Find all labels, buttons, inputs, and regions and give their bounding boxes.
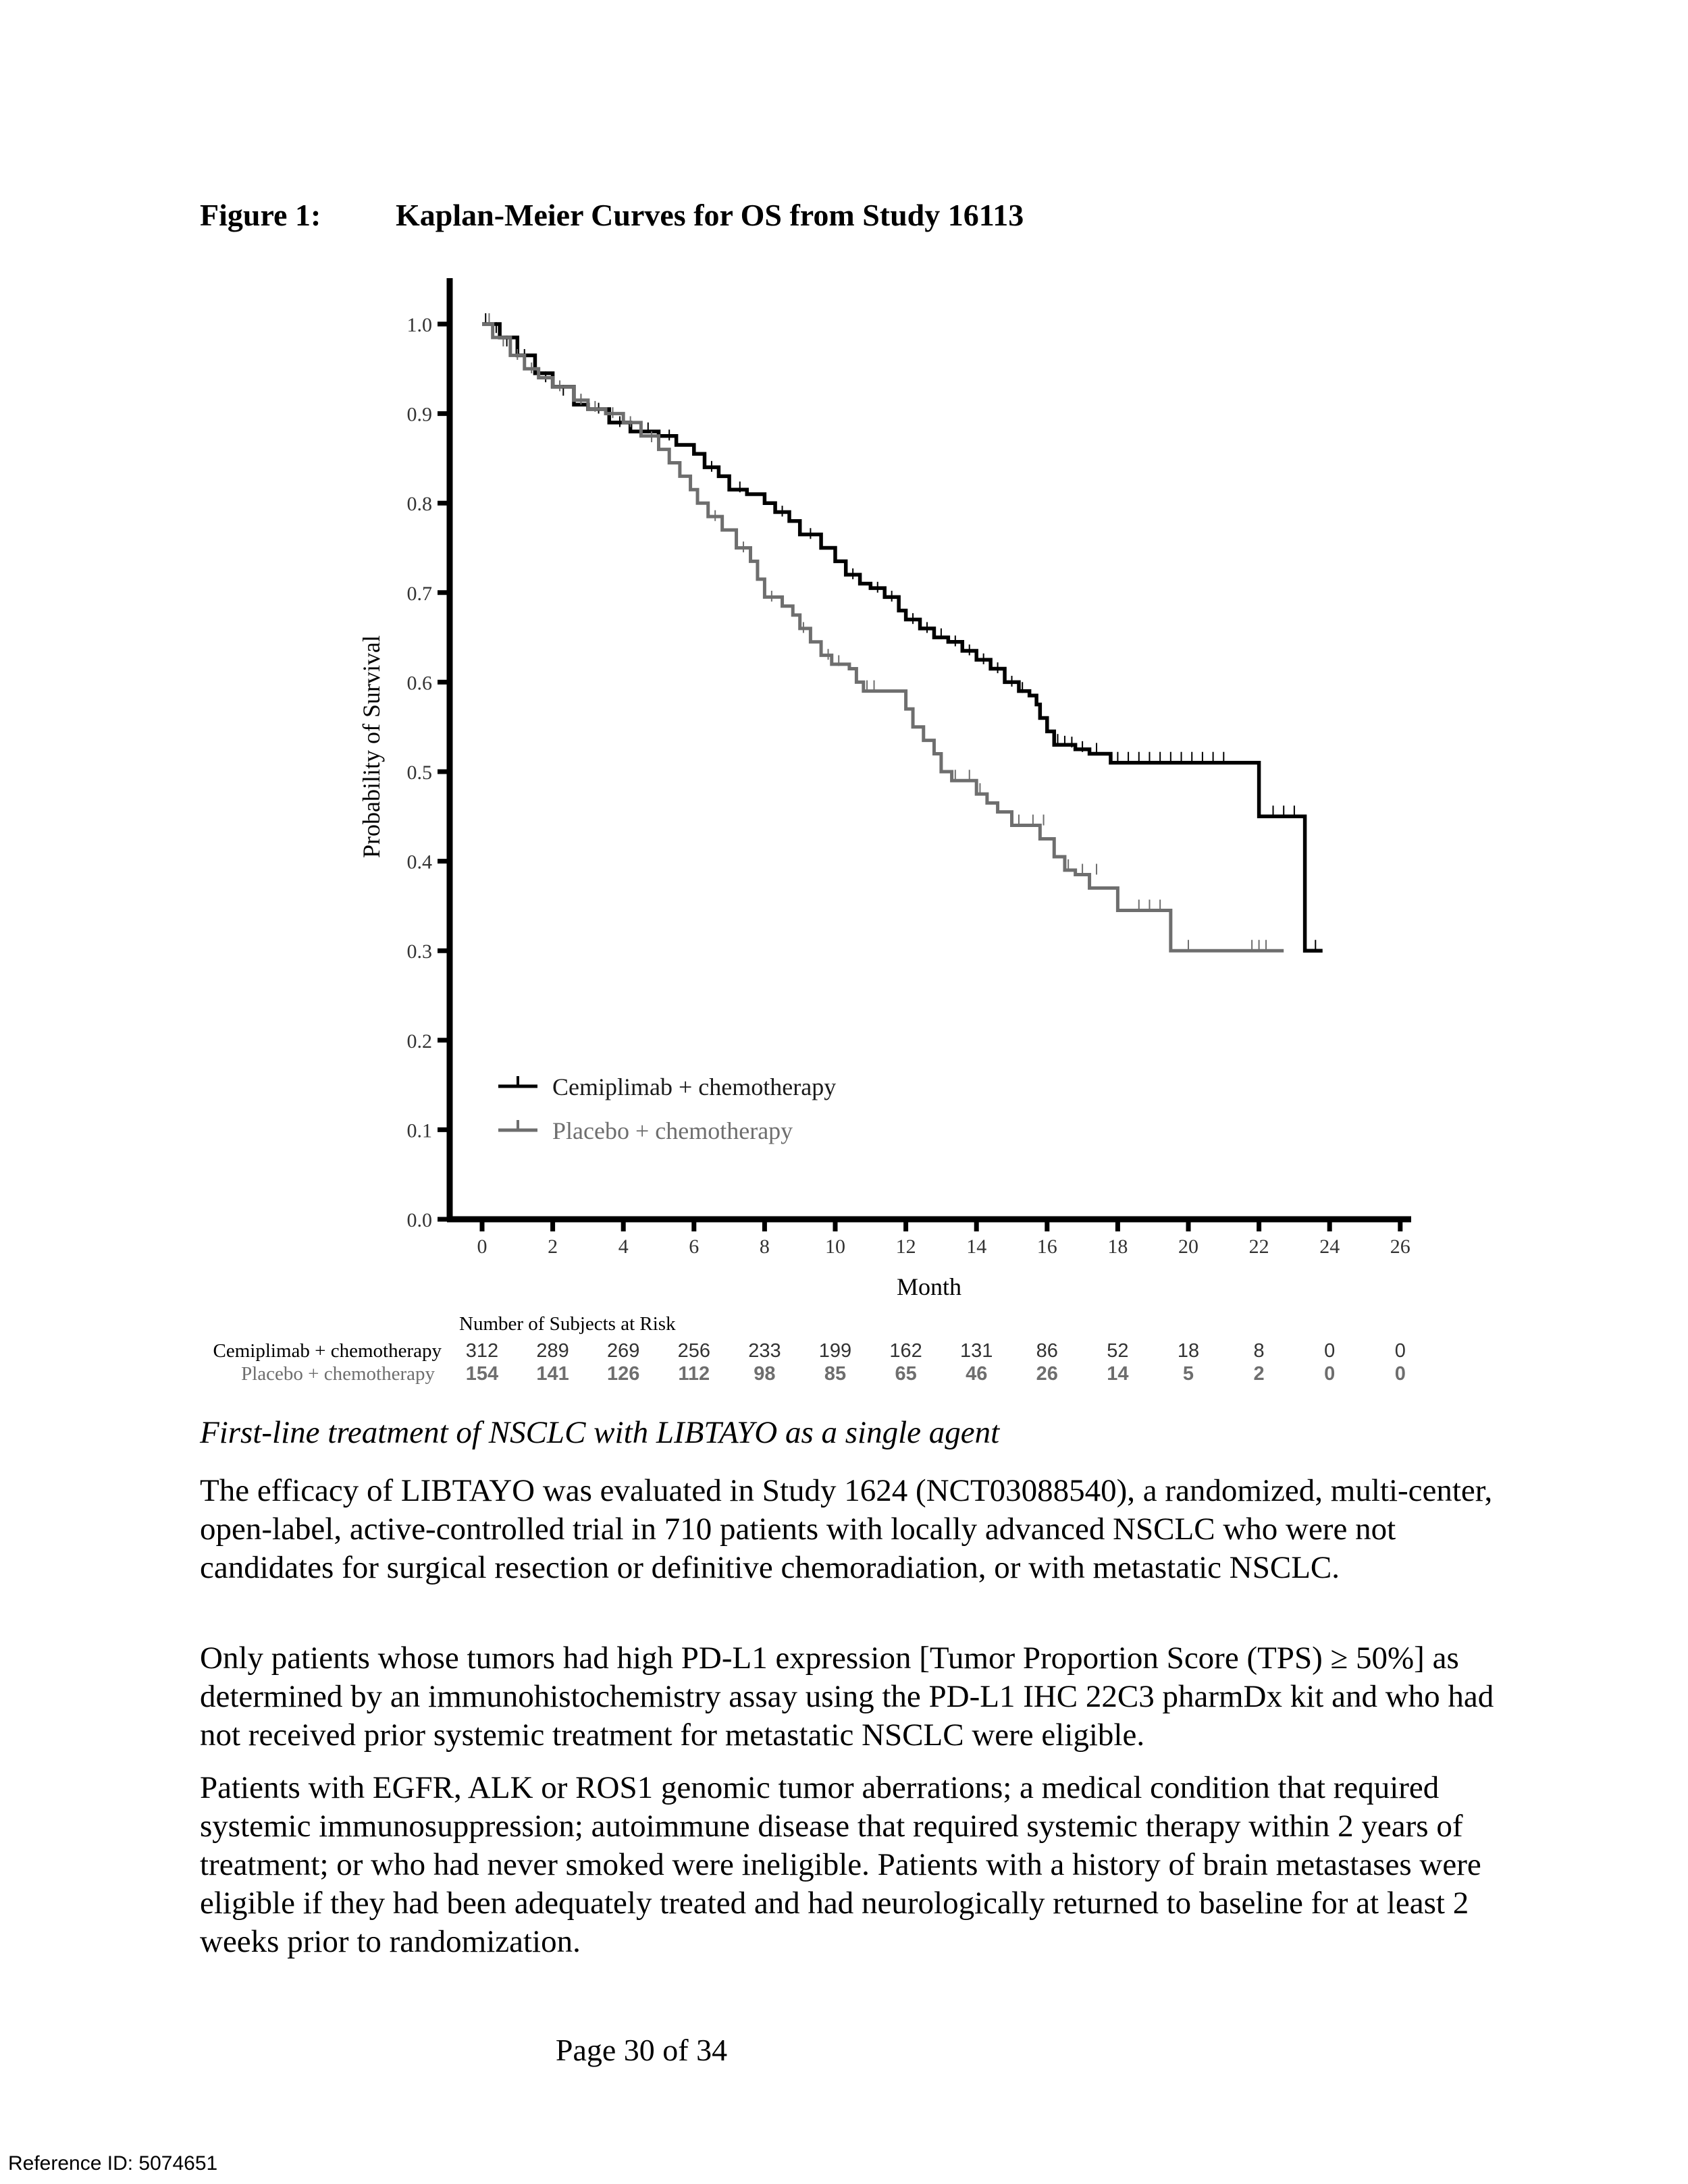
risk-value: 256: [677, 1340, 710, 1362]
y-tick-label: 0.2: [406, 1030, 432, 1053]
series-placebo: [482, 313, 1284, 951]
risk-value: 233: [748, 1340, 781, 1362]
risk-value: 112: [678, 1363, 710, 1385]
x-tick-label: 16: [1036, 1235, 1057, 1258]
risk-table-title: Number of Subjects at Risk: [459, 1313, 676, 1335]
y-tick-label: 0.1: [406, 1119, 432, 1142]
y-tick-label: 0.0: [406, 1209, 432, 1231]
y-tick-label: 0.4: [406, 851, 432, 874]
risk-value: 289: [536, 1340, 569, 1362]
risk-value: 8: [1253, 1340, 1265, 1362]
y-tick-label: 0.3: [406, 940, 432, 963]
y-tick-label: 1.0: [406, 314, 432, 336]
risk-values: [466, 1340, 1406, 1385]
x-tick-label: 2: [548, 1235, 558, 1258]
risk-value: 26: [1036, 1363, 1058, 1385]
y-axis-ticks: [407, 314, 450, 1231]
x-tick-label: 22: [1248, 1235, 1269, 1258]
body-paragraph: Patients with EGFR, ALK or ROS1 genomic tumor aberrations; a medical condition that required systemic immunosuppression; autoimmune disease that required systemic therapy within 2 years of treatment; or who had never smoked were ineligible. Patients with a history of brain metastases were eligible if they had been adequately treated and had neurologically returned to baseline for at least 2 weeks prior to randomization.: [200, 1770, 1481, 1959]
y-tick-label: 0.6: [406, 672, 432, 695]
risk-value: 85: [824, 1363, 847, 1385]
x-tick-label: 20: [1178, 1235, 1198, 1258]
section-heading: First-line treatment of NSCLC with LIBTAYO as a single agent: [200, 1415, 1000, 1450]
risk-value: 86: [1036, 1340, 1058, 1362]
risk-value: 269: [607, 1340, 640, 1362]
risk-table: [213, 1313, 1406, 1385]
risk-value: 14: [1107, 1363, 1129, 1385]
body-paragraph: Only patients whose tumors had high PD-L1 expression [Tumor Proportion Score (TPS) ≥ 50%] as determined by an immunohistochemistry assay using the PD-L1 IHC 22C3 pharmDx kit and who had not received prior systemic treatment for metastatic NSCLC were eligible.: [200, 1641, 1494, 1753]
risk-value: 0: [1394, 1340, 1406, 1362]
risk-value: 312: [465, 1340, 499, 1362]
y-tick-label: 0.5: [406, 762, 432, 784]
risk-value: 162: [889, 1340, 922, 1362]
risk-value: 154: [465, 1363, 499, 1385]
x-tick-label: 26: [1390, 1235, 1410, 1258]
risk-value: 141: [536, 1363, 569, 1385]
x-axis-ticks: [477, 1219, 1410, 1258]
risk-value: 46: [966, 1363, 988, 1385]
risk-value: 0: [1324, 1340, 1336, 1362]
legend-label-placebo: Placebo + chemotherapy: [552, 1117, 793, 1144]
reference-id: Reference ID: 5074651: [8, 2152, 218, 2175]
y-tick-label: 0.7: [406, 582, 432, 605]
x-tick-label: 14: [966, 1235, 987, 1258]
risk-value: 98: [754, 1363, 776, 1385]
y-axis-label: Probability of Survival: [358, 635, 385, 858]
legend: [498, 1073, 836, 1144]
risk-value: 65: [895, 1363, 917, 1385]
y-tick-label: 0.9: [406, 403, 432, 426]
risk-value: 0: [1394, 1363, 1406, 1385]
risk-row-label-cemiplimab: Cemiplimab + chemotherapy: [213, 1340, 442, 1362]
risk-value: 52: [1107, 1340, 1129, 1362]
risk-value: 18: [1177, 1340, 1200, 1362]
x-tick-label: 6: [689, 1235, 700, 1258]
x-tick-label: 10: [825, 1235, 845, 1258]
risk-value: 199: [818, 1340, 852, 1362]
risk-value: 126: [607, 1363, 640, 1385]
risk-value: 0: [1324, 1363, 1336, 1385]
risk-row-label-placebo: Placebo + chemotherapy: [241, 1363, 435, 1385]
figure-title: Kaplan-Meier Curves for OS from Study 16113: [396, 198, 1024, 232]
risk-value: 131: [960, 1340, 993, 1362]
km-curve-cemiplimab: [482, 324, 1323, 951]
risk-value: 5: [1182, 1363, 1194, 1385]
page-number: Page 30 of 34: [555, 2033, 728, 2067]
risk-value: 2: [1253, 1363, 1265, 1385]
y-tick-label: 0.8: [406, 493, 432, 516]
legend-label-cemiplimab: Cemiplimab + chemotherapy: [552, 1073, 837, 1100]
x-tick-label: 4: [618, 1235, 629, 1258]
figure-number: Figure 1:: [200, 198, 321, 232]
x-tick-label: 18: [1107, 1235, 1128, 1258]
x-tick-label: 24: [1319, 1235, 1340, 1258]
body-paragraph: The efficacy of LIBTAYO was evaluated in Study 1624 (NCT03088540), a randomized, multi-center, open-label, active-controlled trial in 710 patients with locally advanced NSCLC who were not candidates for surgical resection or definitive chemoradiation, or with metastatic NSCLC.: [200, 1473, 1493, 1585]
x-tick-label: 8: [759, 1235, 770, 1258]
km-curve-placebo: [482, 324, 1284, 951]
km-curves: [482, 313, 1323, 951]
series-cemiplimab: [482, 313, 1323, 951]
x-axis-label: Month: [896, 1273, 962, 1300]
x-tick-label: 12: [895, 1235, 916, 1258]
x-tick-label: 0: [477, 1235, 487, 1258]
